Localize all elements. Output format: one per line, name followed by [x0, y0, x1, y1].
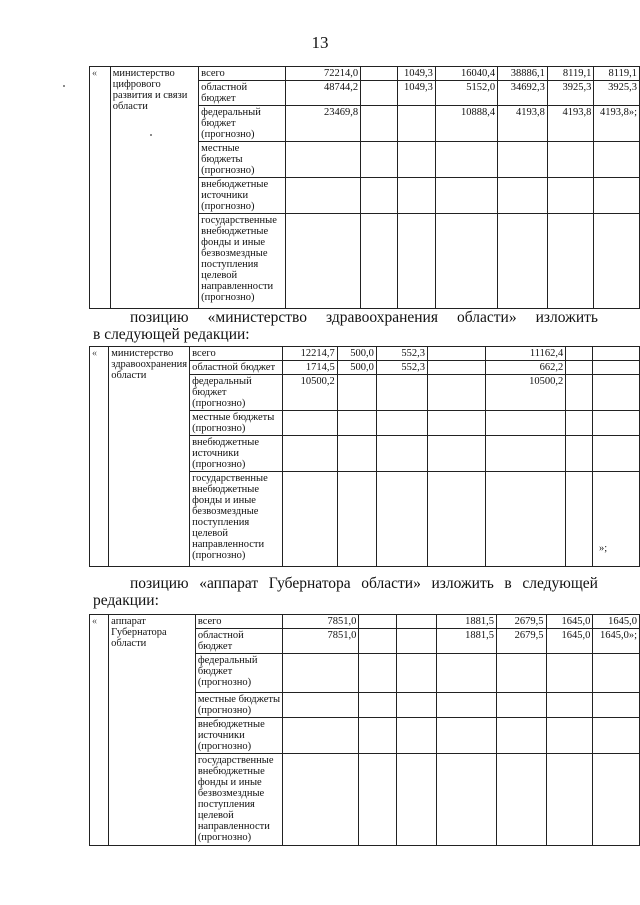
paragraph-word: области»: [457, 309, 517, 326]
amount-cell: [593, 654, 640, 693]
organization-name-line: министерство: [111, 348, 174, 359]
amount-cell: [593, 754, 640, 846]
funding-source-label: федеральный бюджет (прогнозно): [190, 375, 283, 411]
amount-cell: [566, 361, 593, 375]
amount-cell: 4193,8: [498, 106, 548, 142]
amount-cell: [397, 629, 437, 654]
amount-cell: [359, 629, 397, 654]
amount-cell: [283, 654, 359, 693]
amount-cell: 7851,0: [283, 615, 359, 629]
amount-cell: [593, 361, 640, 375]
amount-cell: 2679,5: [496, 615, 546, 629]
amount-cell: [359, 718, 397, 754]
paragraph-word: «аппарат: [199, 575, 259, 592]
amount-cell: [485, 472, 566, 567]
position-table-1: [89, 66, 640, 309]
organization-name-line: аппарат: [111, 616, 146, 627]
amount-cell: [498, 178, 548, 214]
funding-source-label: местные бюджеты (прогнозно): [199, 142, 285, 178]
amount-cell: [428, 361, 486, 375]
amount-cell: [361, 81, 398, 106]
amount-cell: 1645,0: [546, 615, 593, 629]
amount-cell: [485, 436, 566, 472]
amount-cell: 38886,1: [498, 67, 548, 81]
amount-cell: [428, 347, 486, 361]
amount-cell: [359, 654, 397, 693]
organization-name: [109, 347, 190, 567]
amount-cell: 552,3: [376, 347, 427, 361]
amount-cell: [397, 615, 437, 629]
amount-cell: [283, 436, 338, 472]
amount-cell: [285, 178, 361, 214]
funding-source-label: местные бюджеты (прогнозно): [195, 693, 282, 718]
amount-cell: [437, 754, 497, 846]
amount-cell: [435, 178, 497, 214]
paragraph-line: редакции:: [93, 592, 159, 609]
paragraph-word: изложить: [535, 309, 598, 326]
funding-source-label: областной бюджет: [195, 629, 282, 654]
amount-cell: [361, 67, 398, 81]
amount-cell: [435, 142, 497, 178]
amount-cell: [593, 693, 640, 718]
amount-cell: [376, 436, 427, 472]
amount-cell: [359, 754, 397, 846]
amount-cell: 23469,8: [285, 106, 361, 142]
amount-cell: [546, 654, 593, 693]
amount-cell: [546, 718, 593, 754]
amount-cell: 500,0: [337, 361, 376, 375]
opening-quote: «: [90, 347, 109, 567]
amount-cell: 8119,1: [547, 67, 594, 81]
opening-quote: «: [90, 615, 109, 846]
amount-cell: [376, 411, 427, 436]
paragraph-word: Губернатора: [268, 575, 351, 592]
amount-cell: 1049,3: [398, 81, 436, 106]
funding-source-label: всего: [199, 67, 285, 81]
amount-cell: [546, 693, 593, 718]
opening-quote: «: [90, 67, 111, 309]
organization-name-line: области: [111, 638, 147, 649]
funding-source-label: государственные внебюджетные фонды и иные безвозмездные поступления целевой направленности (прогнозно): [190, 472, 283, 567]
amount-cell: [594, 178, 640, 214]
amount-cell: 10500,2: [283, 375, 338, 411]
amount-cell: [397, 718, 437, 754]
amount-cell: [361, 178, 398, 214]
amount-cell: [566, 375, 593, 411]
amount-cell: 48744,2: [285, 81, 361, 106]
amount-cell: [437, 654, 497, 693]
amount-cell: [361, 214, 398, 309]
amount-cell: 5152,0: [435, 81, 497, 106]
amount-cell: [435, 214, 497, 309]
amount-cell: [283, 754, 359, 846]
funding-source-label: всего: [195, 615, 282, 629]
amount-cell: 10888,4: [435, 106, 497, 142]
amount-cell: [498, 142, 548, 178]
amount-cell: [593, 375, 640, 411]
amount-cell: [337, 472, 376, 567]
amount-cell: 7851,0: [283, 629, 359, 654]
amount-cell: [397, 754, 437, 846]
amount-cell: [359, 615, 397, 629]
amount-cell: [283, 693, 359, 718]
funding-source-label: государственные внебюджетные фонды и иные безвозмездные поступления целевой направленности (прогнозно): [199, 214, 285, 309]
amount-cell: [485, 411, 566, 436]
amount-cell: [566, 411, 593, 436]
table-row: [90, 347, 640, 361]
amount-cell: 552,3: [376, 361, 427, 375]
organization-name-line: цифрового: [112, 79, 161, 90]
amount-cell: 500,0: [337, 347, 376, 361]
paragraph-word: изложить: [431, 575, 494, 592]
organization-name: [109, 615, 196, 846]
amount-cell: 3925,3: [594, 81, 640, 106]
funding-source-label: областной бюджет: [190, 361, 283, 375]
paragraph-line: в следующей редакции:: [93, 326, 250, 343]
paragraph-word: области»: [361, 575, 421, 592]
funding-source-label: внебюджетные источники (прогнозно): [190, 436, 283, 472]
amount-cell: [398, 106, 436, 142]
table-row: [90, 615, 640, 629]
funding-source-label: внебюджетные источники (прогнозно): [195, 718, 282, 754]
amount-cell: [566, 436, 593, 472]
organization-name-line: развития и связи: [112, 90, 188, 101]
amount-cell: [428, 411, 486, 436]
amount-cell: 72214,0: [285, 67, 361, 81]
amount-cell: [547, 142, 594, 178]
amount-cell: [593, 436, 640, 472]
funding-source-label: федеральный бюджет (прогнозно): [199, 106, 285, 142]
amount-cell: [566, 472, 593, 567]
paragraph-word: позицию: [130, 575, 189, 592]
position-table-2: [89, 346, 640, 567]
amount-cell: 8119,1: [594, 67, 640, 81]
closing-quote: »;: [599, 543, 608, 554]
amount-cell: [593, 411, 640, 436]
amount-cell: 34692,3: [498, 81, 548, 106]
amount-cell: [283, 718, 359, 754]
amount-cell: [546, 754, 593, 846]
amount-cell: [593, 718, 640, 754]
table-row: [90, 67, 640, 81]
instruction-paragraph: [93, 309, 598, 343]
amount-cell: [359, 693, 397, 718]
funding-source-label: всего: [190, 347, 283, 361]
amount-cell: [398, 178, 436, 214]
amount-cell: 4193,8»;: [594, 106, 640, 142]
funding-source-label: федеральный бюджет (прогнозно): [195, 654, 282, 693]
amount-cell: [337, 375, 376, 411]
organization-name-line: области: [111, 370, 147, 381]
amount-cell: 1645,0: [546, 629, 593, 654]
funding-source-label: областной бюджет: [199, 81, 285, 106]
paragraph-word: в: [504, 575, 512, 592]
amount-cell: [361, 142, 398, 178]
amount-cell: 1881,5: [437, 629, 497, 654]
amount-cell: [285, 142, 361, 178]
paragraph-line: [93, 309, 598, 326]
amount-cell: [285, 214, 361, 309]
amount-cell: 1714,5: [283, 361, 338, 375]
amount-cell: [283, 472, 338, 567]
funding-source-label: местные бюджеты (прогнозно): [190, 411, 283, 436]
amount-cell: [397, 693, 437, 718]
amount-cell: [496, 654, 546, 693]
organization-name-line: Губернатора: [111, 627, 167, 638]
amount-cell: 662,2: [485, 361, 566, 375]
amount-cell: [437, 718, 497, 754]
paragraph-word: следующей: [522, 575, 598, 592]
amount-cell: [593, 347, 640, 361]
amount-cell: [361, 106, 398, 142]
organization-name: [110, 67, 198, 309]
paragraph-word: «министерство: [207, 309, 307, 326]
funding-source-label: государственные внебюджетные фонды и иные безвозмездные поступления целевой направленности (прогнозно): [195, 754, 282, 846]
amount-cell: [376, 472, 427, 567]
amount-cell: [376, 375, 427, 411]
page-number: 13: [311, 33, 329, 52]
amount-cell: 1049,3: [398, 67, 436, 81]
position-table-3: [89, 614, 640, 846]
organization-name-line: министерство: [112, 68, 175, 79]
amount-cell: 1645,0»;: [593, 629, 640, 654]
amount-cell: 12214,7: [283, 347, 338, 361]
funding-source-label: внебюджетные источники (прогнозно): [199, 178, 285, 214]
amount-cell: [283, 411, 338, 436]
amount-cell: [496, 718, 546, 754]
amount-cell: 4193,8: [547, 106, 594, 142]
amount-cell: [398, 142, 436, 178]
amount-cell: [337, 436, 376, 472]
amount-cell: [397, 654, 437, 693]
amount-cell: [428, 436, 486, 472]
organization-name-line: области: [112, 101, 148, 112]
amount-cell: [428, 472, 486, 567]
amount-cell: [594, 142, 640, 178]
amount-cell: 1645,0: [593, 615, 640, 629]
amount-cell: [496, 693, 546, 718]
organization-name-line: здравоохранения: [111, 359, 188, 370]
amount-cell: 3925,3: [547, 81, 594, 106]
amount-cell: 11162,4: [485, 347, 566, 361]
amount-cell: [428, 375, 486, 411]
amount-cell: [437, 693, 497, 718]
paragraph-word: здравоохранения: [326, 309, 438, 326]
amount-cell: [398, 214, 436, 309]
amount-cell: 1881,5: [437, 615, 497, 629]
amount-cell: [566, 347, 593, 361]
amount-cell: [547, 214, 594, 309]
amount-cell: 10500,2: [485, 375, 566, 411]
scan-speck: [63, 85, 65, 87]
paragraph-line: [93, 575, 598, 592]
instruction-paragraph: [93, 575, 598, 609]
amount-cell: [498, 214, 548, 309]
amount-cell: [547, 178, 594, 214]
amount-cell: 16040,4: [435, 67, 497, 81]
amount-cell: [594, 214, 640, 309]
amount-cell: [337, 411, 376, 436]
amount-cell: 2679,5: [496, 629, 546, 654]
amount-cell: [496, 754, 546, 846]
paragraph-word: позицию: [130, 309, 189, 326]
